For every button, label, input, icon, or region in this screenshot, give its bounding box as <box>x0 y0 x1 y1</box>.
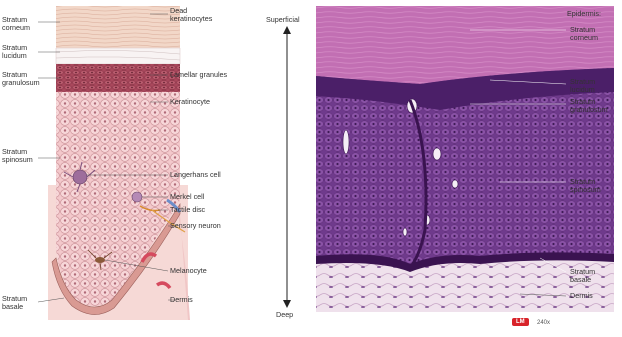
micro-label-lucidum: Stratum lucidum <box>570 77 596 94</box>
label-langerhans-cell: Langerhans cell <box>170 170 221 179</box>
label-stratum-lucidum: Stratum lucidum <box>2 43 28 60</box>
micro-label-basale: Stratum basale <box>570 267 596 284</box>
label-melanocyte: Melanocyte <box>170 266 207 275</box>
axis-label-deep: Deep <box>276 310 294 319</box>
label-stratum-basale: Stratum basale <box>2 294 28 311</box>
arrow-down-icon <box>283 300 291 308</box>
label-stratum-granulosum: Stratum granulosum <box>2 70 40 87</box>
lm-badge: LM <box>512 318 529 326</box>
label-dermis-left: Dermis <box>170 295 193 304</box>
label-tactile-disc: Tactile disc <box>170 205 206 214</box>
label-stratum-corneum: Stratum corneum <box>2 15 30 32</box>
label-stratum-spinosum: Stratum spinosum <box>2 147 33 164</box>
label-keratinocyte: Keratinocyte <box>170 97 210 106</box>
label-lamellar-granules: Lamellar granules <box>170 70 228 79</box>
micro-label-granulosum: Stratum granulosum <box>570 97 608 114</box>
label-dead-keratinocytes: Dead keratinocytes <box>170 6 213 23</box>
arrow-up-icon <box>283 26 291 34</box>
granulosum-layer <box>56 64 180 92</box>
micro-label-spinosum: Stratum spinosum <box>570 177 601 194</box>
merkel-cell <box>132 192 142 202</box>
micro-label-dermis: Dermis <box>570 291 593 300</box>
label-sensory-neuron: Sensory neuron <box>170 221 221 230</box>
micro-label-corneum: Stratum corneum <box>570 25 598 42</box>
depth-axis <box>283 26 291 308</box>
magnification-label: 240x <box>537 320 551 326</box>
micro-header-epidermis: Epidermis: <box>567 9 601 18</box>
axis-label-superficial: Superficial <box>266 15 300 24</box>
epidermis-diagram <box>38 6 190 320</box>
label-merkel-cell: Merkel cell <box>170 192 205 201</box>
corneum-layer <box>56 6 180 48</box>
